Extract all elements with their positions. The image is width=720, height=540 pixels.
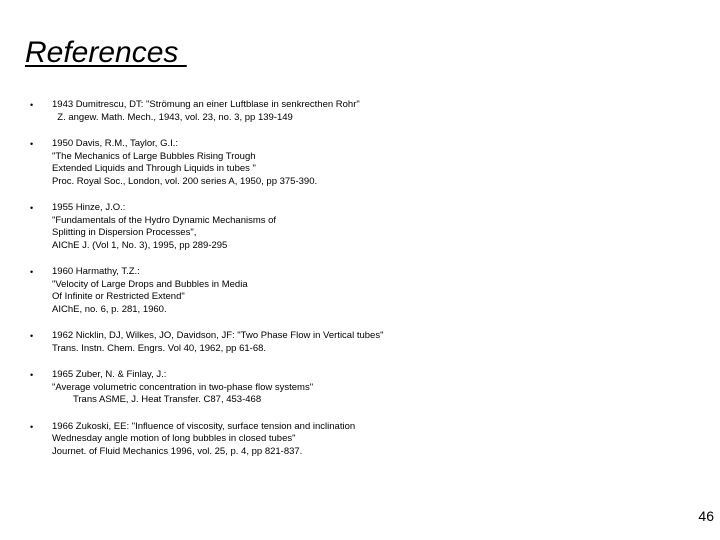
reference-item <box>28 266 668 316</box>
reference-line: Splitting in Dispersion Processes", <box>52 227 197 238</box>
references-list <box>28 99 668 472</box>
reference-line: 1955 Hinze, J.O.: <box>52 202 126 213</box>
reference-line: Journet. of Fluid Mechanics 1996, vol. 25, p. 4, pp 821-837. <box>52 445 303 457</box>
bullet-icon: • <box>30 100 34 110</box>
reference-line: Proc. Royal Soc., London, vol. 200 series A, 1950, pp 375-390. <box>52 175 318 187</box>
reference-line: AIChE J. (Vol 1, No. 3), 1995, pp 289-295 <box>52 239 228 251</box>
reference-line: AIChE, no. 6, p. 281, 1960. <box>52 303 167 315</box>
reference-line: "The Mechanics of Large Bubbles Rising Trough <box>52 150 256 162</box>
bullet-icon: • <box>30 421 34 432</box>
bullet-icon: • <box>30 139 34 149</box>
reference-line: Of Infinite or Restricted Extend" <box>52 291 185 302</box>
reference-line: Extended Liquids and Through Liquids in tubes " <box>52 163 256 174</box>
reference-item <box>28 138 668 188</box>
reference-line: 1966 Zukoski, EE: "Influence of viscosity, surface tension and inclination <box>52 420 356 432</box>
reference-line: Wednesday angle motion of long bubbles in closed tubes" <box>52 433 296 444</box>
reference-line: "Average volumetric concentration in two-phase flow systems" <box>52 381 314 393</box>
bullet-icon: • <box>30 203 34 213</box>
reference-line: 1950 Davis, R.M., Taylor, G.I.: <box>52 138 179 149</box>
reference-line: Trans ASME, J. Heat Transfer. C87, 453-468 <box>52 394 262 405</box>
reference-item <box>28 421 668 459</box>
bullet-icon: • <box>30 370 34 380</box>
reference-item <box>28 330 668 355</box>
reference-line: Z. angew. Math. Mech., 1943, vol. 23, no. 3, pp 139-149 <box>52 111 293 123</box>
reference-line: 1965 Zuber, N. & Finlay, J.: <box>52 369 167 380</box>
reference-line: 1960 Harmathy, T.Z.: <box>52 266 140 277</box>
reference-item <box>28 99 668 124</box>
page-number: 46 <box>698 508 714 524</box>
reference-item <box>28 369 668 407</box>
reference-line: Trans. Instn. Chem. Engrs. Vol 40, 1962, pp 61-68. <box>52 342 267 354</box>
bullet-icon: • <box>30 267 34 277</box>
slide-title: References <box>25 36 187 69</box>
reference-line: "Fundamentals of the Hydro Dynamic Mechanisms of <box>52 214 277 226</box>
reference-item <box>28 202 668 252</box>
reference-line: "Velocity of Large Drops and Bubbles in Media <box>52 278 248 290</box>
reference-line: 1943 Dumitrescu, DT: "Strömung an einer Luftblase in senkrecthen Rohr" <box>52 99 360 110</box>
bullet-icon: • <box>30 331 34 341</box>
reference-line: 1962 Nicklin, DJ, Wilkes, JO, Davidson, JF: "Two Phase Flow in Vertical tubes" <box>52 330 384 341</box>
